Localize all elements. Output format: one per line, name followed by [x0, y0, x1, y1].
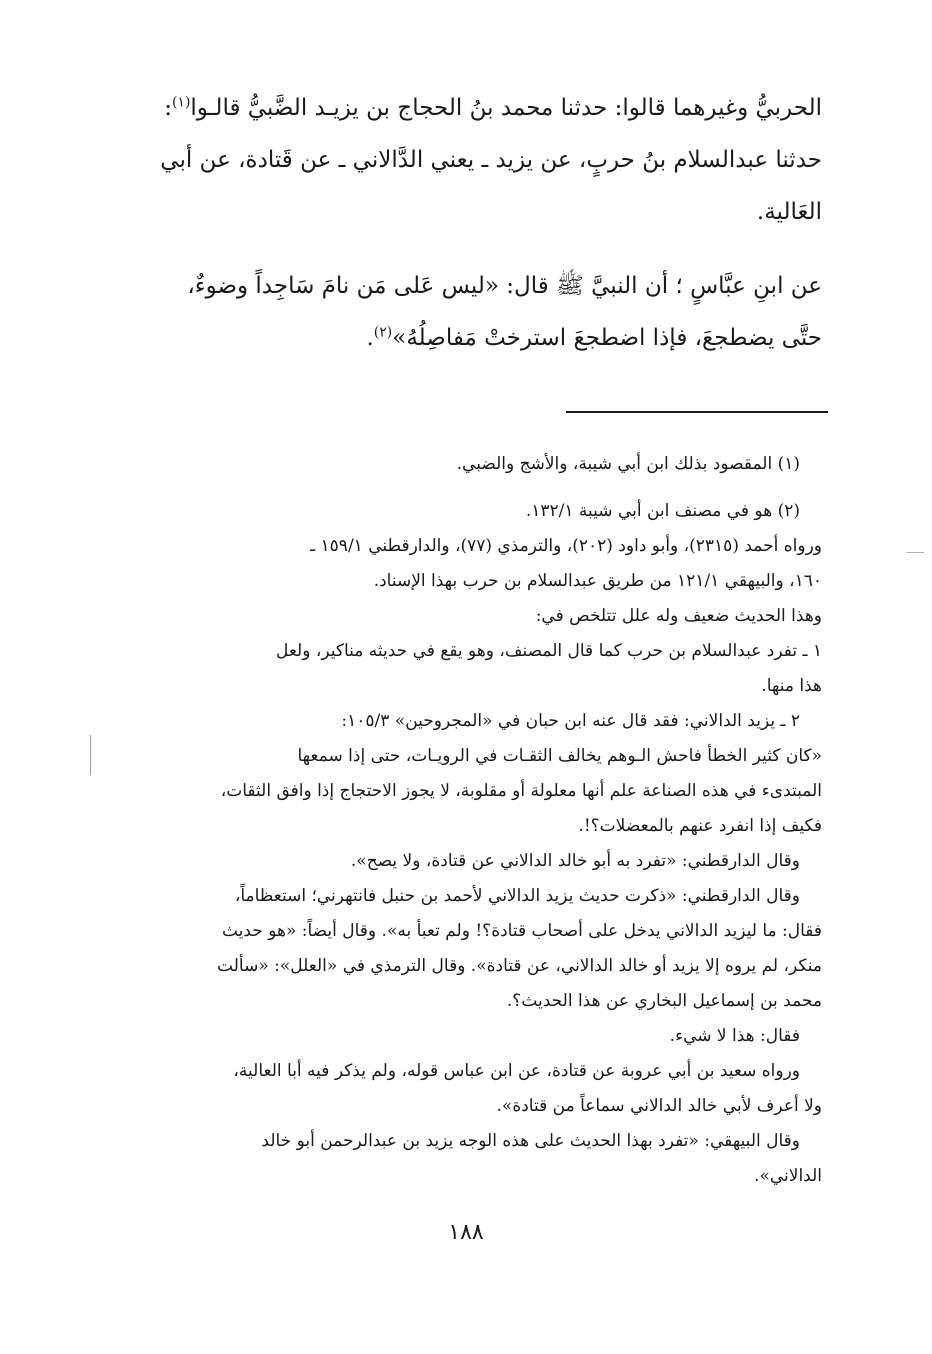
footnote-line: المبتدىء في هذه الصناعة علم أنها معلولة أو مقلوبة، لا يجوز الاحتجاج إذا وافق الثقات،	[220, 781, 822, 801]
footnote-ref-2: (٢)	[373, 324, 393, 341]
footnote-line: ١٦٠، والبيهقي ١٢١/١ من طريق عبدالسلام بن حرب بهذا الإسناد.	[373, 571, 822, 591]
main-line: عن ابنِ عبَّاسٍ ؛ أن النبيَّ ﷺ قال: «ليس عَلى مَن نامَ سَاجِداً وضوءٌ،	[187, 273, 822, 299]
footnote-line: فقال: هذا لا شيء.	[669, 1026, 800, 1046]
footnote-line: فكيف إذا انفرد عنهم بالمعضلات؟!.	[578, 816, 822, 836]
main-paragraph-1	[130, 82, 822, 238]
footnote-separator	[566, 411, 828, 413]
main-line: العَالية.	[756, 199, 822, 225]
footnote-1: (١) المقصود بذلك ابن أبي شيبة، والأشج والضبي.	[456, 454, 800, 474]
footnote-line: «كان كثير الخطأ فاحش الـوهم يخالف الثقـات في الرويـات، حتى إذا سمعها	[297, 746, 822, 766]
footnote-line: منكر، لم يروه إلا يزيد أو خالد الدالاني، عن قتادة». وقال الترمذي في «العلل»: «سألت	[217, 956, 822, 976]
main-line: حتَّى يضطجعَ، فإذا اضطجعَ استرختْ مَفاصِلُهُ»$^{(٢)}$.	[366, 324, 822, 351]
footnote-line: ولا أعرف لأبي خالد الدالاني سماعاً من قتادة».	[496, 1096, 822, 1116]
scan-margin-mark	[90, 735, 93, 775]
footnote-line: فقال: ما ليزيد الدالاني يدخل على أصحاب قتادة؟! ولم تعبأ به». وقال أيضاً: «هو حديث	[221, 921, 822, 941]
footnote-line: (٢) هو في مصنف ابن أبي شيبة ١٣٢/١.	[525, 501, 800, 521]
footnote-line: وقال البيهقي: «تفرد بهذا الحديث على هذه الوجه يزيد بن عبدالرحمن أبو خالد	[261, 1131, 800, 1151]
scan-edge-mark	[906, 552, 924, 553]
footnote-line: وقال الدارقطني: «تفرد به أبو خالد الدالاني عن قتادة، ولا يصح».	[350, 851, 800, 871]
main-paragraph-2	[130, 260, 822, 364]
footnote-line: ورواه أحمد (٢٣١٥)، وأبو داود (٢٠٢)، والترمذي (٧٧)، والدارقطني ١٥٩/١ ـ	[310, 536, 822, 556]
footnote-line: وهذا الحديث ضعيف وله علل تتلخص في:	[535, 606, 822, 626]
main-line: الحربيُّ وغيرهما قالوا: حدثنا محمد بنُ الحجاج بن يزيـد الضَّبيُّ قالـوا$^{(١)}$:	[164, 94, 822, 121]
footnote-line: ورواه سعيد بن أبي عروبة عن قتادة، عن ابن عباس قوله، ولم يذكر فيه أبا العالية،	[233, 1061, 800, 1081]
footnote-line: وقال الدارقطني: «ذكرت حديث يزيد الدالاني لأحمد بن حنبل فانتهرني؛ استعظاماً،	[234, 886, 800, 906]
footnote-line: هذا منها.	[761, 676, 822, 696]
page-number: ١٨٨	[448, 1220, 484, 1245]
footnote-line: ٢ ـ يزيد الدالاني: فقد قال عنه ابن حبان في «المجروحين» ١٠٥/٣:	[341, 711, 800, 731]
main-line: حدثنا عبدالسلام بنُ حربٍ، عن يزيد ـ يعني الدَّالاني ـ عن قَتادة، عن أبي	[160, 147, 822, 173]
footnote-line: ١ ـ تفرد عبدالسلام بن حرب كما قال المصنف، وهو يقع في حديثه مناكير، ولعل	[275, 641, 822, 661]
footnote-line: الدالاني».	[754, 1166, 822, 1186]
footnote-2	[130, 494, 822, 1194]
footnote-line: محمد بن إسماعيل البخاري عن هذا الحديث؟.	[506, 991, 822, 1011]
footnote-ref-1: (١)	[171, 94, 191, 111]
